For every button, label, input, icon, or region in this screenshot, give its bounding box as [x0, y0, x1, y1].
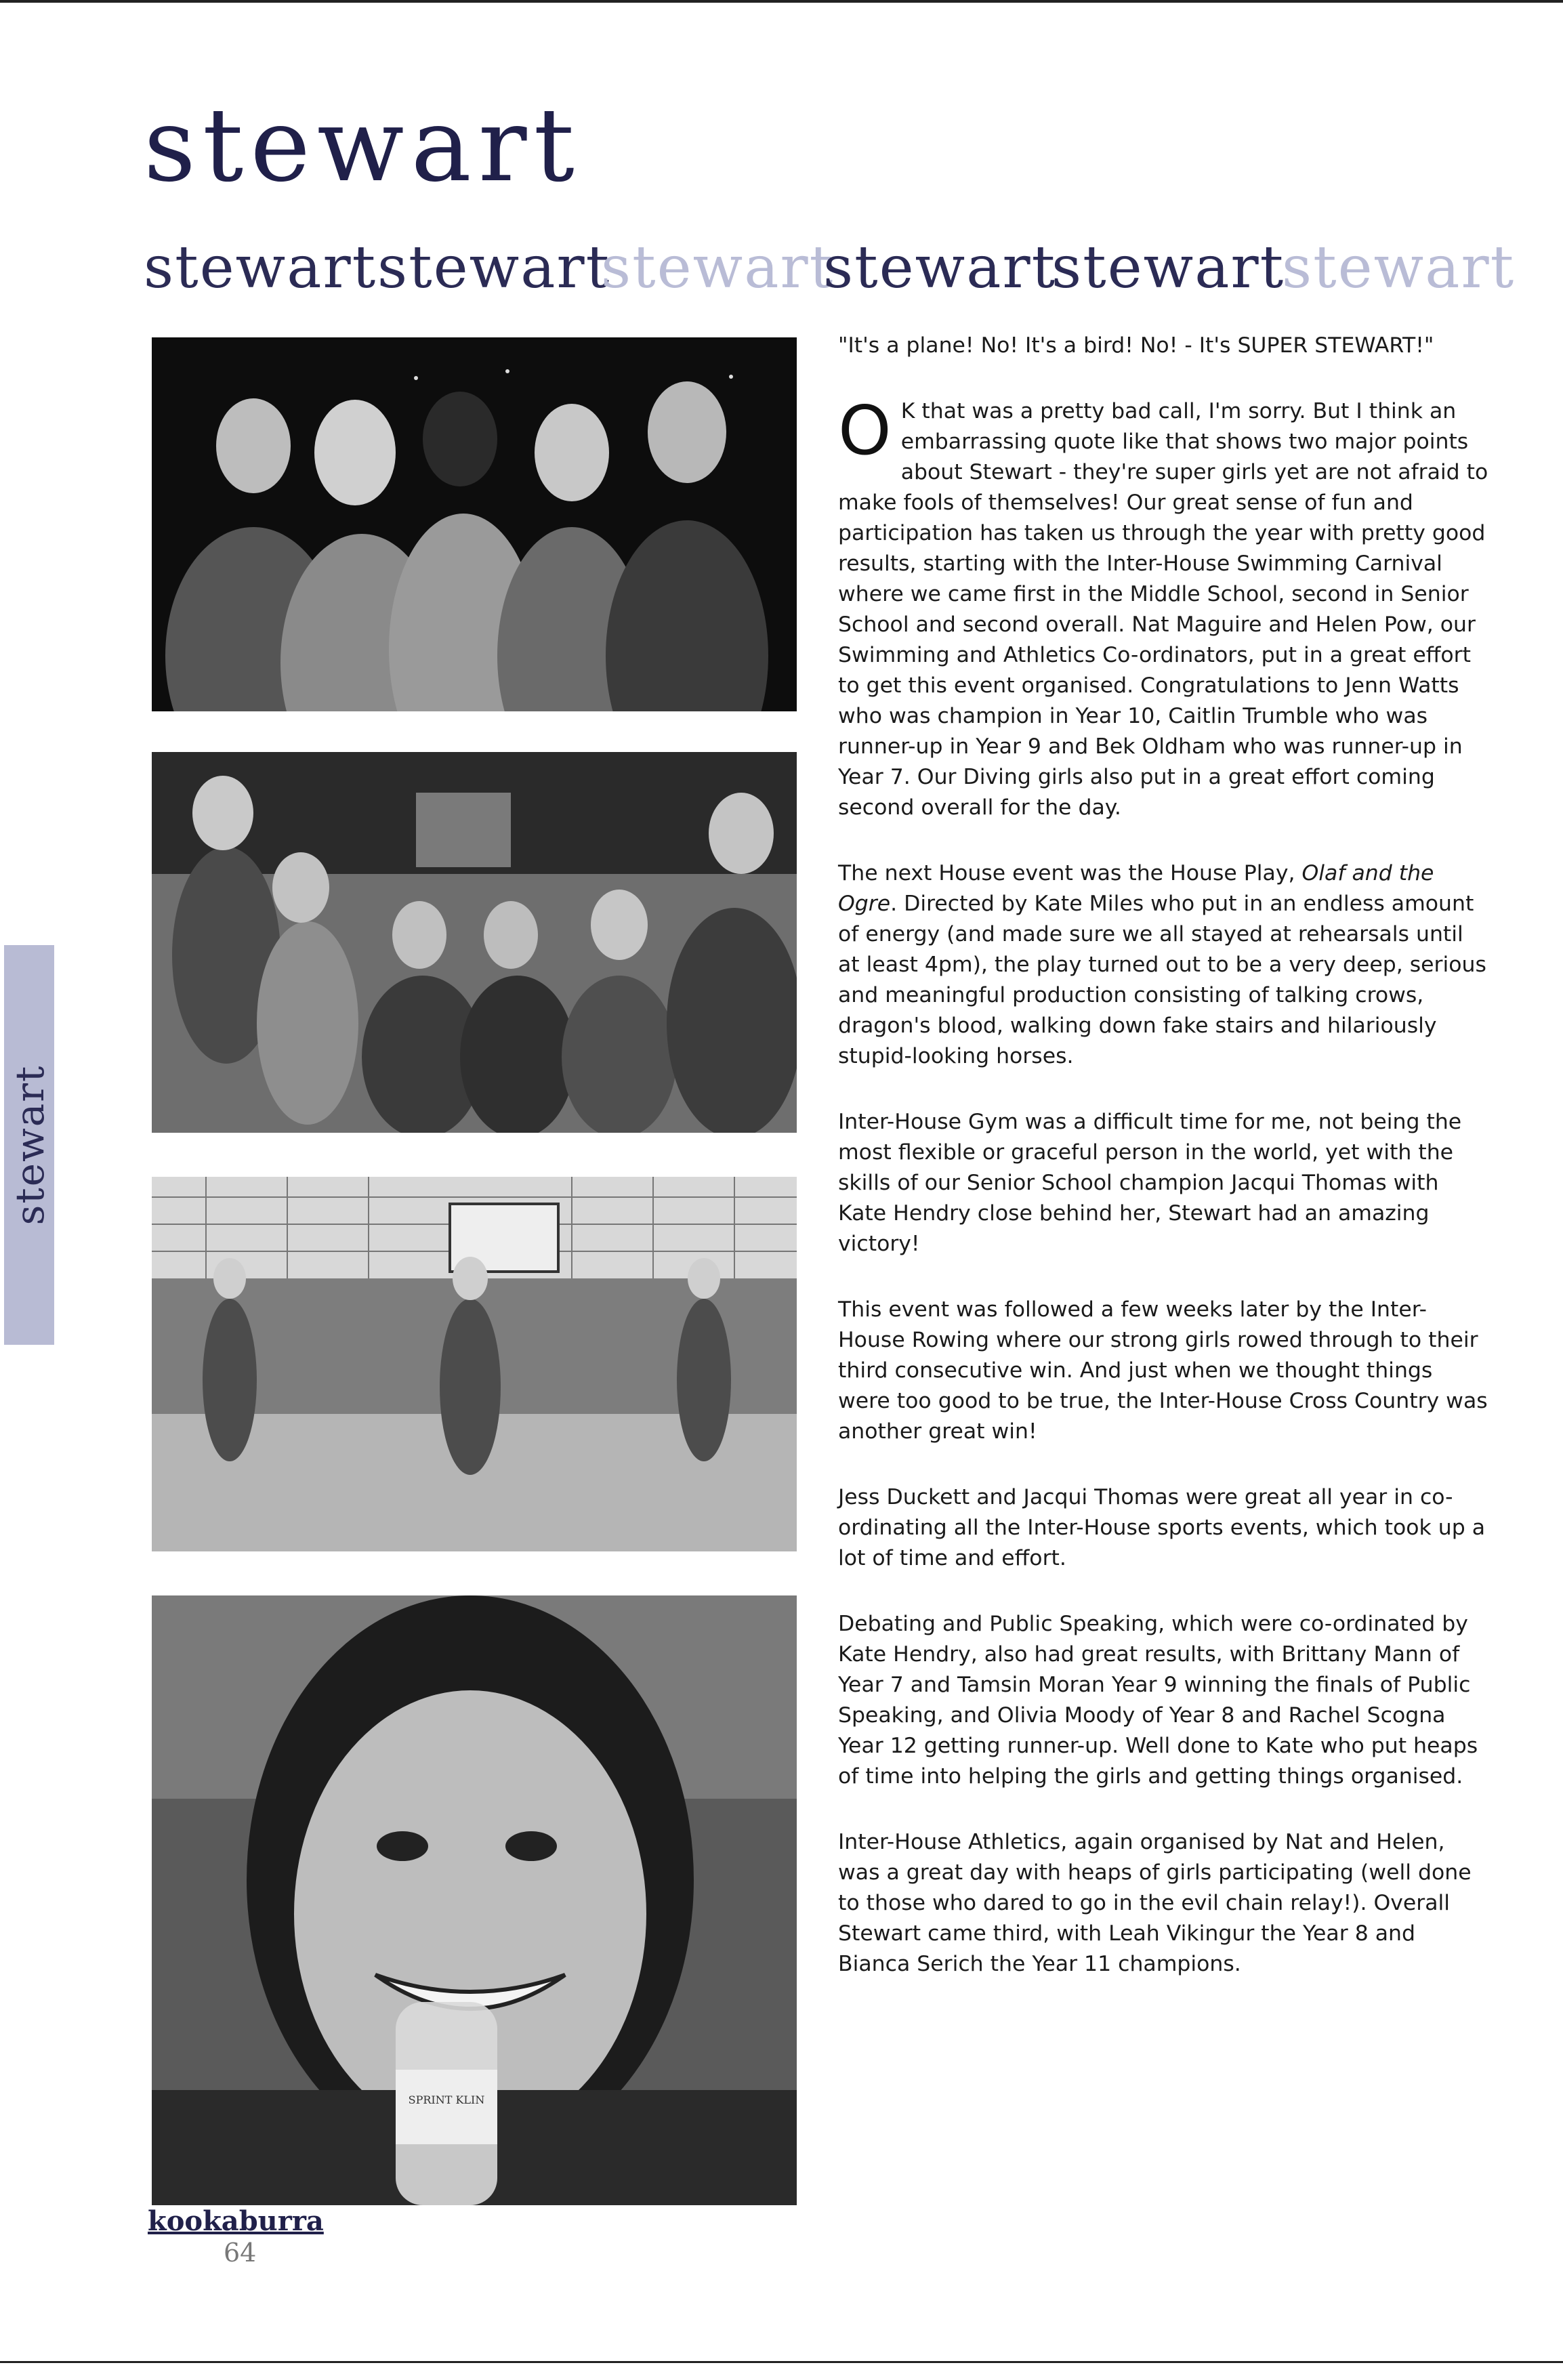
- photo-hockey-group: [152, 752, 797, 1133]
- subtitle-repeat-row: [144, 234, 1516, 320]
- article-paragraph: [838, 391, 1488, 823]
- subtitle-word: stewart: [601, 234, 835, 301]
- article-paragraph: Debating and Public Speaking, which were co-ordinated by Kate Hendry, also had great results, with Brittany Mann of Year 7 and Tamsin Moran Year 9 winning the finals of Public Speaking, and Olivia Moody of Year 8 and Rachel Scogna Year 12 getting runner-up. Well done to Kate who put heaps of time into helping the girls and getting things organised.: [838, 1612, 1478, 1789]
- article-paragraph: This event was followed a few weeks later by the Inter-House Rowing where our strong girls rowed through to their third consecutive win. And just when we thought things were too good to be true, the Inter-House Cross Country was another great win!: [838, 1297, 1488, 1444]
- photo-grin-closeup: [152, 1595, 797, 2205]
- paragraph-text: The next House event was the House Play,: [838, 861, 1302, 885]
- top-rule: [0, 0, 1563, 3]
- bottle-label: SPRINT KLIN: [408, 2093, 485, 2106]
- article-paragraph: Inter-House Gym was a difficult time for me, not being the most flexible or graceful person in the world, yet with the skills of our Senior School champion Jacqui Thomas with Kate Hendry close behind her, Stewart had an amazing victory!: [838, 1110, 1462, 1256]
- article-paragraph: Jess Duckett and Jacqui Thomas were great all year in co-ordinating all the Inter-House sports events, which took up a lot of time and effort.: [838, 1485, 1486, 1570]
- paragraph-text: . Directed by Kate Miles who put in an endless amount of energy (and made sure we all stayed at rehearsals until at least 4pm), the play turned out to be a very deep, serious and meaningful production consisting of talking crows, dragon's blood, walking down fake stairs and hilariously stupid-looking horses.: [838, 892, 1486, 1068]
- article-body: [838, 331, 1488, 2015]
- bottom-rule: [0, 2361, 1563, 2363]
- page-number: 64: [224, 2238, 257, 2268]
- subtitle-word: stewart: [823, 234, 1057, 301]
- footer-brand: kookaburra: [148, 2205, 324, 2237]
- dropcap-letter: O: [838, 391, 892, 470]
- sidebar-label: stewart: [7, 1064, 53, 1226]
- article-paragraph: Inter-House Athletics, again organised by Nat and Helen, was a great day with heaps of girls participating (well done to those who dared to go in the evil chain relay!). Overall Stewart came third, with Leah Vikingur the Year 8 and Bianca Serich the Year 11 champions.: [838, 1830, 1472, 1976]
- subtitle-word: stewart: [377, 234, 611, 301]
- subtitle-word: stewart: [1051, 234, 1285, 301]
- subtitle-word: stewart: [144, 234, 377, 301]
- play-title: Olaf and the Ogre: [838, 861, 1434, 916]
- article-quote: "It's a plane! No! It's a bird! No! - It's SUPER STEWART!": [838, 333, 1434, 358]
- article-paragraph: [838, 858, 1488, 1072]
- paragraph-text: K that was a pretty bad call, I'm sorry. But I think an embarrassing quote like that shows two major points about Stewart - they're super girls yet are not afraid to make fools of themselves! Our great sense of fun and participation has taken us through the year with pretty good results, starting with the Inter-House Swimming Carnival where we came first in the Middle School, second in Senior School and second overall. Nat Maguire and Helen Pow, our Swimming and Athletics Co-ordinators, put in a great effort to get this event organised. Congratulations to Jenn Watts who was champion in Year 10, Caitlin Trumble who was runner-up in Year 9 and Bek Oldham who was runner-up in Year 7. Our Diving girls also put in a great effort coming second overall for the day.: [838, 399, 1488, 820]
- photo-gym-performance: [152, 1177, 797, 1551]
- photo-group-night: [152, 337, 797, 711]
- page-title: stewart: [144, 87, 581, 205]
- sidebar-tab: [4, 945, 54, 1345]
- subtitle-word: stewart: [1282, 234, 1516, 301]
